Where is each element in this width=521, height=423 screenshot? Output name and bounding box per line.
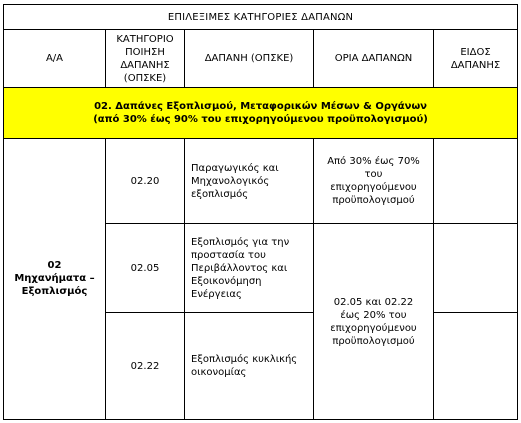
- table-title: ΕΠΙΛΕΞΙΜΕΣ ΚΑΤΗΓΟΡΙΕΣ ΔΑΠΑΝΩΝ: [4, 5, 518, 30]
- expense-description: Παραγωγικός και Μηχανολογικός εξοπλισμός: [185, 138, 314, 223]
- category-code: 02.05: [106, 224, 185, 313]
- section-heading: [4, 88, 518, 139]
- table-row: [4, 138, 518, 223]
- expense-description: Εξοπλισμός για την προστασία του Περιβάλλοντος και Εξοικονόμηση Ενέργειας: [185, 224, 314, 313]
- eligible-expenses-table: [3, 4, 518, 420]
- header-type: ΕΙΔΟΣ ΔΑΠΑΝΗΣ: [434, 30, 518, 88]
- expense-limit: 02.05 και 02.22 έως 20% του επιχορηγούμενου προϋπολογισμού: [314, 224, 434, 420]
- expense-limit: Από 30% έως 70% του επιχορηγούμενου προϋπολογισμού: [314, 138, 434, 223]
- expense-description: Εξοπλισμός κυκλικής οικονομίας: [185, 313, 314, 420]
- expense-type: [434, 224, 518, 313]
- header-expense: ΔΑΠΑΝΗ (ΟΠΣΚΕ): [185, 30, 314, 88]
- group-cell: 02 Μηχανήματα – Εξοπλισμός: [4, 138, 106, 419]
- expense-type: [434, 313, 518, 420]
- section-heading-title: 02. Δαπάνες Εξοπλισμού, Μεταφορικών Μέσων & Οργάνων: [94, 101, 427, 113]
- header-row: [4, 30, 518, 88]
- category-code: 02.20: [106, 138, 185, 223]
- section-heading-range: (από 30% έως 90% του επιχορηγούμενου προϋπολογισμού): [93, 114, 428, 126]
- header-limits: ΟΡΙΑ ΔΑΠΑΝΩΝ: [314, 30, 434, 88]
- expense-type: [434, 138, 518, 223]
- category-code: 02.22: [106, 313, 185, 420]
- header-category: ΚΑΤΗΓΟΡΙΟ ΠΟΙΗΣΗ ΔΑΠΑΝΗΣ (ΟΠΣΚΕ): [106, 30, 185, 88]
- header-aa: Α/Α: [4, 30, 106, 88]
